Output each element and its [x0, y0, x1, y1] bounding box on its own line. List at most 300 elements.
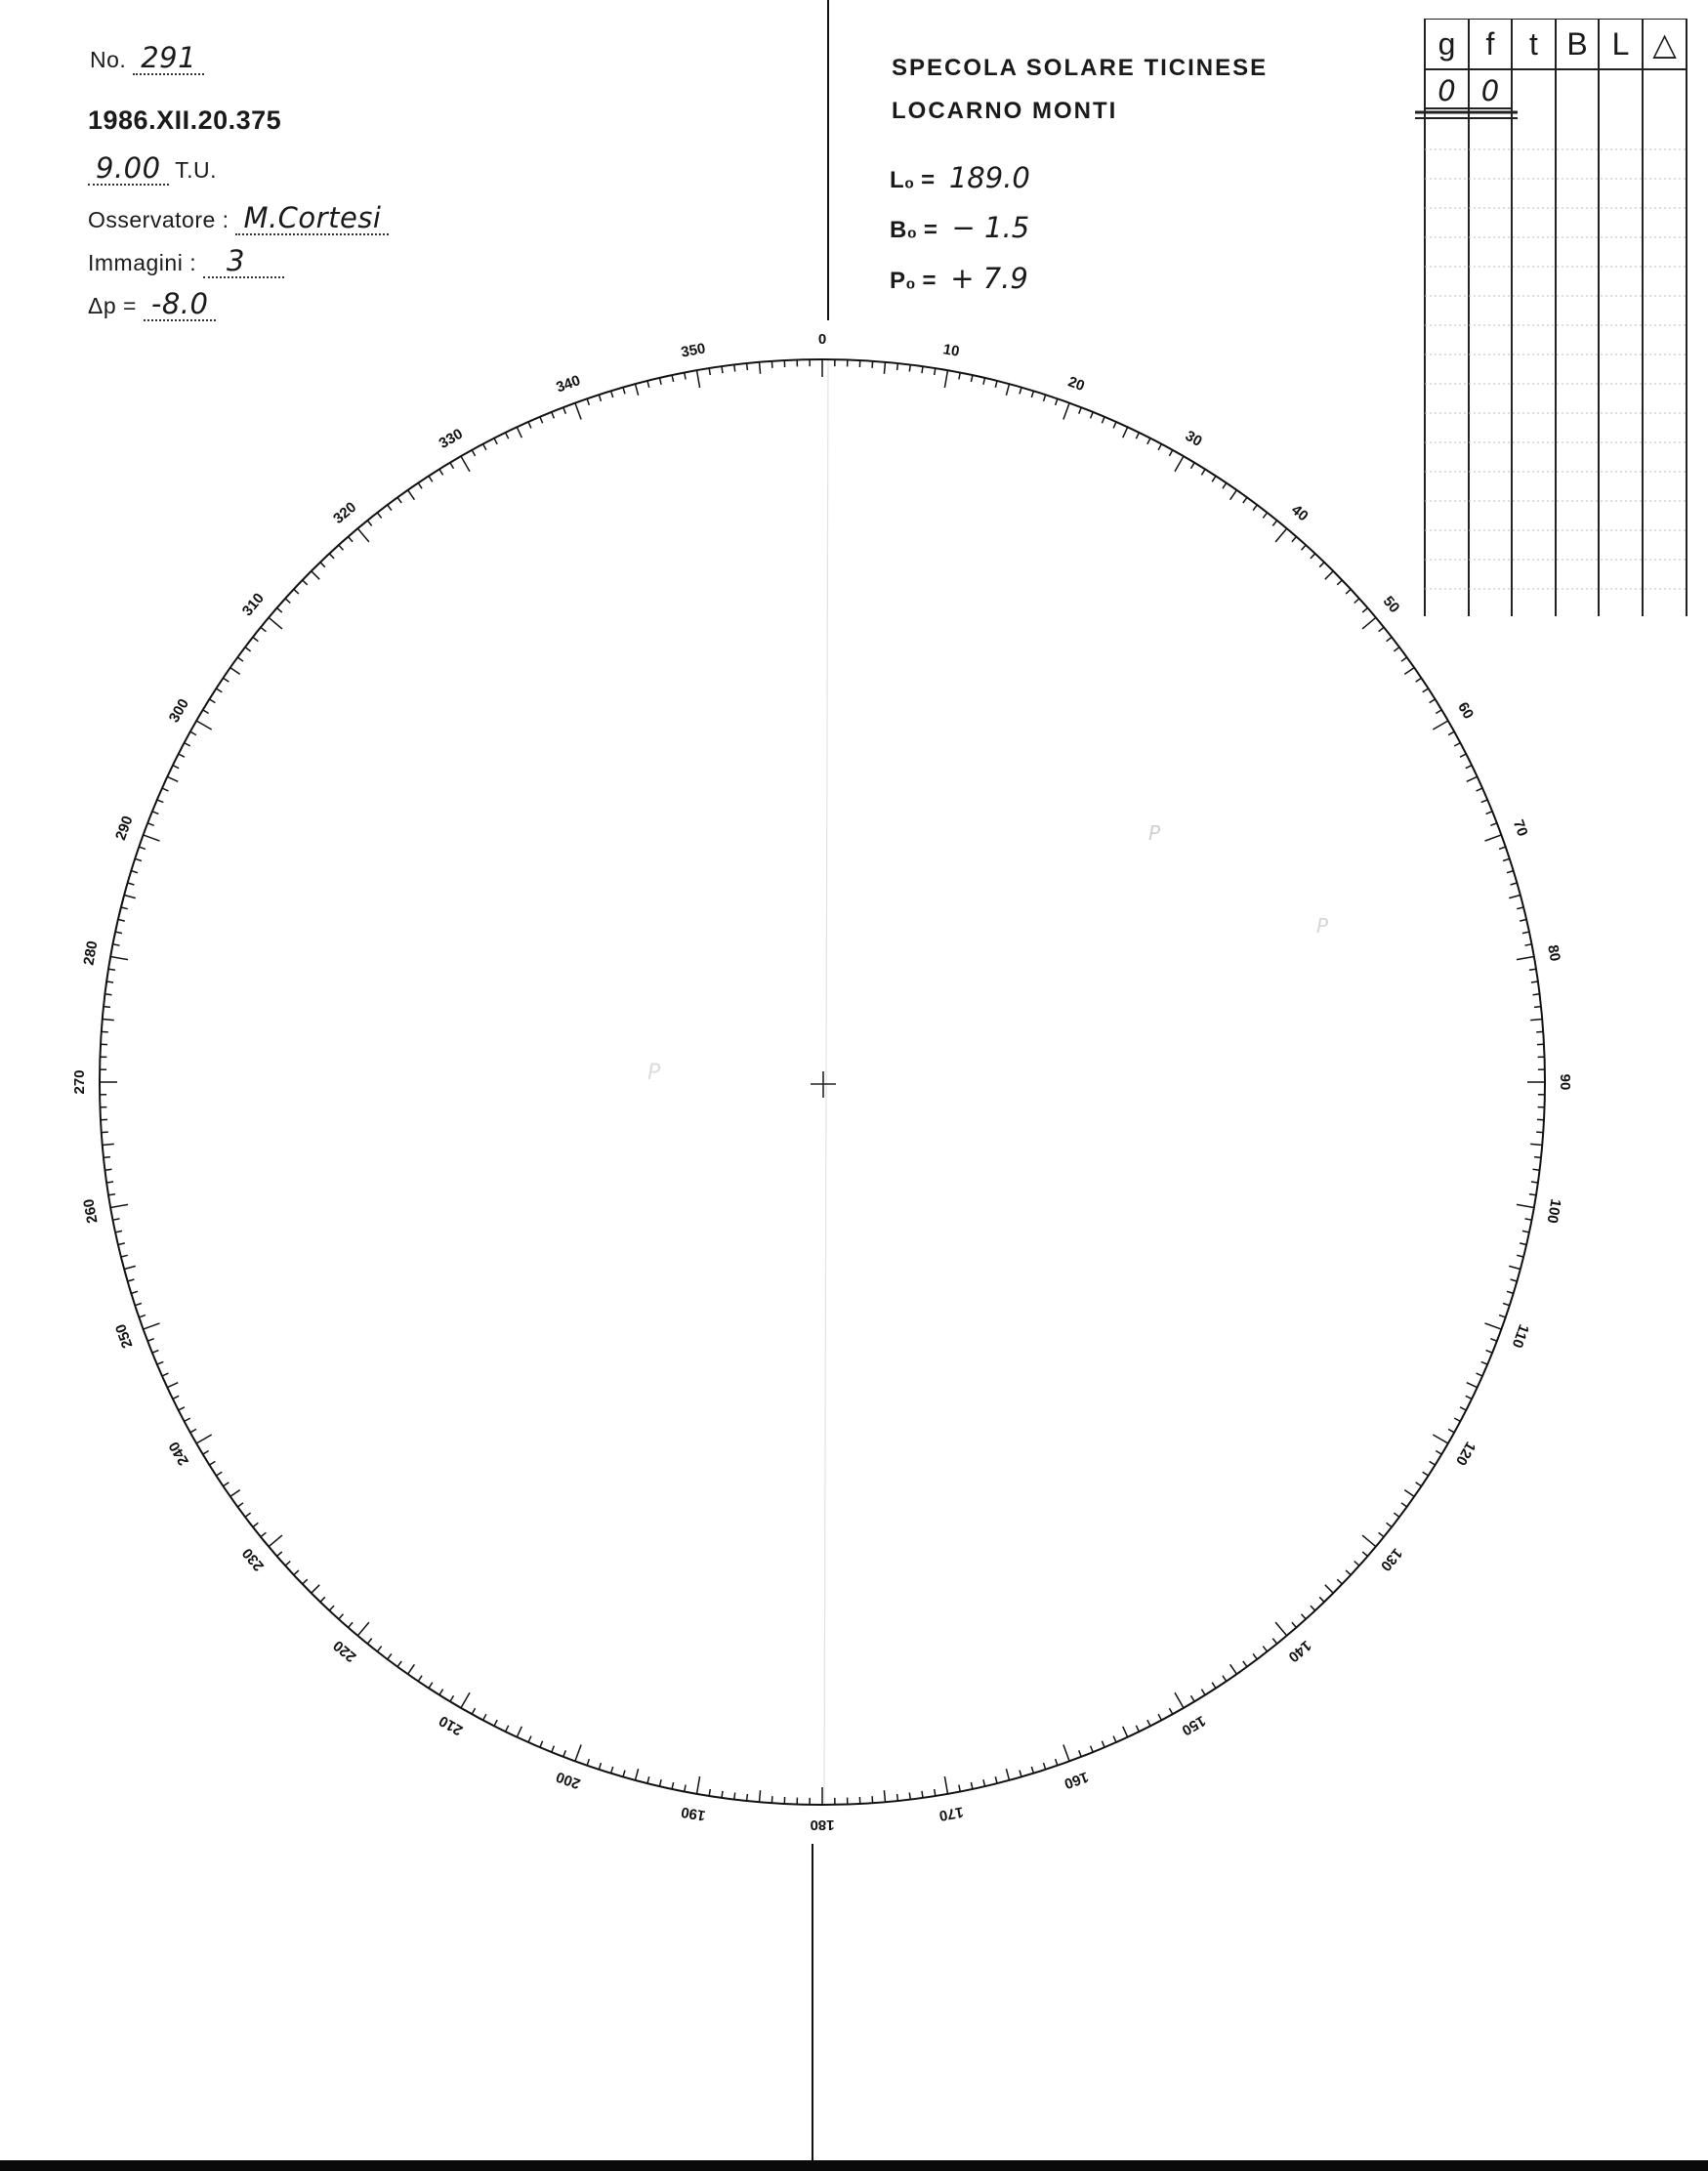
- observatory-location: LOCARNO MONTI: [892, 98, 1118, 124]
- dial-tick: [312, 1585, 320, 1594]
- dial-tick: [1533, 1169, 1540, 1170]
- dial-tick: [983, 378, 985, 385]
- dial-tick: [1401, 1503, 1407, 1507]
- dial-label-20: 20: [1065, 373, 1087, 396]
- dial-tick: [106, 1182, 113, 1183]
- dial-tick: [450, 463, 454, 469]
- dial-tick: [1292, 537, 1297, 542]
- dial-tick: [121, 907, 128, 909]
- dial-tick: [367, 1639, 371, 1645]
- dial-tick: [575, 403, 581, 420]
- dial-tick: [320, 563, 325, 567]
- dial-tick: [697, 370, 700, 388]
- dial-tick: [135, 1304, 142, 1306]
- dial-tick: [540, 417, 543, 424]
- dial-tick: [196, 1435, 212, 1443]
- dial-tick: [203, 1451, 209, 1455]
- dial-tick: [935, 1789, 936, 1796]
- dial-tick: [483, 1714, 486, 1720]
- faint-mark: P: [1148, 821, 1161, 845]
- dial-tick: [1436, 1451, 1441, 1455]
- dial-tick: [1136, 1726, 1139, 1732]
- dial-label-320: 320: [330, 498, 360, 527]
- dial-tick: [418, 1676, 422, 1682]
- dial-tick: [959, 373, 960, 380]
- dial-label-150: 150: [1179, 1712, 1209, 1739]
- dial-label-130: 130: [1377, 1544, 1406, 1574]
- dial-tick: [1319, 1597, 1324, 1602]
- dial-tick: [1509, 896, 1521, 898]
- dial-tick: [884, 1790, 885, 1802]
- dial-tick: [897, 1794, 898, 1801]
- dial-tick: [872, 361, 873, 368]
- dial-tick: [1534, 1007, 1541, 1008]
- count-header-t: t: [1529, 26, 1538, 62]
- dial-tick: [599, 395, 601, 401]
- dial-tick: [1499, 1315, 1506, 1317]
- dial-tick: [1507, 871, 1514, 873]
- dial-tick: [1325, 571, 1334, 580]
- dial-tick: [1123, 1727, 1128, 1737]
- dial-tick: [1430, 699, 1436, 703]
- dial-tick: [115, 932, 122, 934]
- dial-tick: [995, 381, 997, 388]
- dial-tick: [1175, 456, 1184, 472]
- dial-tick: [312, 571, 320, 580]
- dial-tick: [329, 1606, 334, 1610]
- dial-tick: [1416, 678, 1422, 682]
- dial-tick: [139, 847, 146, 849]
- dial-tick: [408, 1664, 415, 1674]
- dial-tick: [1253, 1653, 1257, 1659]
- dial-tick: [1531, 1182, 1538, 1183]
- dial-label-190: 190: [680, 1803, 707, 1824]
- dial-tick: [439, 1690, 443, 1695]
- dial-tick: [179, 754, 185, 757]
- dial-tick: [959, 1785, 960, 1792]
- record-date-value[interactable]: 1986.XII.20.375: [88, 105, 282, 135]
- dial-tick: [105, 994, 112, 995]
- dial-tick: [1448, 1429, 1454, 1432]
- dial-tick: [1337, 1579, 1342, 1584]
- dial-tick: [377, 513, 381, 519]
- dial-tick: [224, 678, 229, 682]
- dial-tick: [157, 800, 164, 803]
- count-value-f[interactable]: 0: [1480, 74, 1500, 107]
- dial-tick: [1454, 743, 1460, 746]
- dial-tick: [1460, 1407, 1466, 1410]
- count-header-L: L: [1611, 26, 1630, 62]
- dial-tick: [245, 647, 251, 651]
- dial-tick: [173, 766, 179, 769]
- dial-label-310: 310: [238, 590, 268, 620]
- dial-tick: [1201, 469, 1205, 475]
- dial-tick: [131, 871, 138, 873]
- dial-tick: [672, 1782, 674, 1789]
- dial-tick: [1020, 388, 1021, 395]
- dial-tick: [1534, 1157, 1541, 1158]
- dial-label-70: 70: [1509, 817, 1531, 839]
- dial-tick: [230, 1490, 240, 1497]
- record-delta-p-value[interactable]: -8.0: [144, 290, 217, 321]
- dial-tick: [102, 1031, 108, 1032]
- dial-tick: [472, 450, 475, 456]
- dial-tick: [1063, 403, 1069, 420]
- dial-tick: [418, 483, 422, 489]
- count-header-f: f: [1485, 26, 1495, 62]
- dial-label-90: 90: [1557, 1073, 1574, 1091]
- dial-tick: [1486, 1351, 1493, 1354]
- dial-tick: [269, 617, 282, 629]
- dial-tick: [277, 608, 282, 613]
- disk-center-cross: [811, 1071, 836, 1098]
- dial-tick: [367, 521, 371, 526]
- dial-tick: [1169, 450, 1172, 456]
- dial-tick: [1387, 637, 1393, 641]
- dial-tick: [1517, 1204, 1534, 1207]
- dial-tick: [349, 537, 354, 542]
- dial-tick: [1292, 1622, 1297, 1627]
- dial-tick: [1454, 1418, 1460, 1421]
- dial-tick: [397, 497, 401, 503]
- dial-tick: [1006, 384, 1009, 396]
- dial-tick: [1263, 513, 1267, 519]
- dial-tick: [1275, 528, 1287, 542]
- dial-tick: [909, 365, 910, 372]
- dial-tick: [1503, 1304, 1510, 1306]
- dial-label-180: 180: [810, 1816, 835, 1834]
- dial-tick: [563, 1750, 566, 1757]
- dial-tick: [118, 1243, 125, 1245]
- dial-tick: [1362, 1535, 1376, 1547]
- dial-tick: [1466, 766, 1472, 769]
- dial-tick: [734, 1793, 735, 1800]
- dial-tick: [1201, 1690, 1205, 1695]
- dial-tick: [128, 883, 135, 885]
- dial-tick: [118, 920, 125, 922]
- dial-tick: [506, 433, 509, 438]
- dial-tick: [1136, 433, 1139, 438]
- dial-tick: [110, 957, 128, 960]
- record-number-label: No.: [90, 47, 127, 72]
- dial-tick: [128, 1279, 135, 1281]
- dial-tick: [1530, 1144, 1542, 1145]
- dial-tick: [162, 788, 168, 791]
- dial-tick: [747, 1794, 748, 1801]
- ephemeris-B0-value[interactable]: − 1.5: [951, 211, 1030, 244]
- dial-tick: [147, 823, 154, 826]
- dial-tick: [1325, 1585, 1334, 1594]
- count-header-g: g: [1437, 26, 1456, 62]
- dial-tick: [472, 1708, 475, 1714]
- dial-tick: [1191, 1695, 1195, 1701]
- dial-tick: [209, 1461, 215, 1465]
- dial-tick: [660, 1779, 662, 1786]
- dial-tick: [1394, 647, 1399, 651]
- dial-tick: [1044, 395, 1046, 401]
- dial-tick: [1006, 1769, 1009, 1780]
- dial-tick: [167, 776, 178, 781]
- dial-tick: [1243, 497, 1247, 503]
- dial-tick: [103, 1020, 114, 1021]
- dial-tick: [1485, 1323, 1502, 1329]
- dial-tick: [1302, 545, 1307, 550]
- dial-tick: [1433, 721, 1448, 730]
- dial-tick: [185, 1418, 190, 1421]
- dial-tick: [1102, 417, 1104, 424]
- dial-tick: [1448, 731, 1454, 734]
- dial-tick: [157, 1361, 164, 1364]
- dial-tick: [277, 1552, 282, 1557]
- dial-tick: [450, 1695, 454, 1701]
- dial-tick: [1529, 1194, 1536, 1195]
- dial-tick: [429, 1683, 433, 1689]
- dial-label-170: 170: [937, 1803, 965, 1824]
- dial-tick: [303, 580, 308, 585]
- dial-tick: [1354, 599, 1359, 604]
- dial-tick: [1525, 944, 1532, 945]
- dial-tick: [173, 1396, 179, 1399]
- dial-tick: [1394, 1513, 1399, 1517]
- dial-tick: [237, 657, 243, 661]
- dial-tick: [253, 1523, 259, 1526]
- dial-tick: [623, 388, 625, 395]
- dial-tick: [1467, 776, 1478, 781]
- dial-tick: [685, 1785, 686, 1792]
- dial-tick: [709, 1789, 710, 1796]
- dial-tick: [1362, 1552, 1367, 1557]
- dial-tick: [253, 637, 259, 641]
- count-value-g[interactable]: 0: [1437, 74, 1456, 107]
- dial-tick: [124, 1266, 136, 1269]
- dial-tick: [1123, 427, 1128, 438]
- dial-label-50: 50: [1379, 593, 1403, 617]
- dial-tick: [672, 375, 674, 382]
- ephemeris-B0-label: B₀ =: [890, 217, 937, 243]
- dial-tick: [1020, 1771, 1021, 1777]
- dial-tick: [1362, 608, 1367, 613]
- dial-tick: [303, 1579, 308, 1584]
- dial-label-230: 230: [238, 1544, 268, 1574]
- dial-tick: [1379, 627, 1385, 631]
- dial-tick: [320, 1597, 325, 1602]
- dial-tick: [552, 412, 555, 419]
- dial-tick: [113, 944, 120, 945]
- dial-tick: [1517, 957, 1534, 960]
- dial-tick: [1522, 1231, 1529, 1232]
- dial-tick: [971, 1782, 973, 1789]
- dial-tick: [771, 1796, 772, 1803]
- dial-tick: [144, 835, 160, 841]
- dial-label-10: 10: [941, 341, 961, 360]
- dial-tick: [185, 743, 190, 746]
- dial-tick: [771, 361, 772, 368]
- dial-tick: [1517, 907, 1523, 909]
- dial-tick: [124, 896, 136, 898]
- dial-tick: [1436, 710, 1441, 714]
- record-number-value[interactable]: 291: [133, 44, 204, 75]
- dial-tick: [1311, 1606, 1315, 1610]
- dial-tick: [1423, 689, 1429, 692]
- dial-tick: [203, 710, 209, 714]
- dial-tick: [147, 1339, 154, 1342]
- dial-tick: [1302, 1614, 1307, 1619]
- dial-tick: [1230, 490, 1237, 500]
- dial-tick: [1091, 1746, 1094, 1753]
- dial-label-210: 210: [436, 1712, 466, 1739]
- record-images-value[interactable]: 3: [203, 247, 284, 278]
- dial-tick: [587, 1759, 589, 1766]
- dial-tick: [647, 381, 649, 388]
- dial-label-110: 110: [1508, 1321, 1532, 1351]
- dial-labels: [71, 331, 1573, 1833]
- dial-tick: [1404, 668, 1414, 675]
- dial-tick: [1520, 1243, 1526, 1245]
- dial-label-160: 160: [1062, 1768, 1091, 1792]
- dial-tick: [1147, 1720, 1150, 1726]
- dial-tick: [216, 1472, 222, 1476]
- dial-tick: [494, 1720, 497, 1726]
- dial-tick: [983, 1779, 985, 1786]
- dial-tick: [1533, 994, 1540, 995]
- dial-tick: [224, 1482, 229, 1486]
- dial-label-200: 200: [554, 1768, 583, 1792]
- dial-tick: [747, 363, 748, 370]
- dial-tick: [104, 1007, 110, 1008]
- dial-tick: [872, 1796, 873, 1803]
- dial-tick: [1503, 858, 1510, 860]
- dial-tick: [1511, 883, 1518, 885]
- dial-tick: [1272, 521, 1276, 526]
- dial-tick: [1212, 1683, 1216, 1689]
- dial-tick: [1346, 589, 1351, 594]
- dial-tick: [339, 1614, 344, 1619]
- dial-tick: [388, 1653, 392, 1659]
- dial-tick: [1079, 1750, 1082, 1757]
- dial-tick: [1319, 563, 1324, 567]
- dial-tick: [339, 545, 344, 550]
- dial-tick: [397, 1661, 401, 1667]
- dial-tick: [528, 1736, 531, 1742]
- ephemeris-L0-value[interactable]: 189.0: [948, 161, 1030, 194]
- dial-tick: [1481, 800, 1488, 803]
- dial-tick: [179, 1407, 185, 1410]
- record-observer-value[interactable]: M.Cortesi: [235, 204, 389, 235]
- dial-tick: [108, 1194, 115, 1195]
- dial-tick: [261, 1532, 267, 1536]
- dial-tick: [1337, 580, 1342, 585]
- dial-tick: [1223, 1676, 1227, 1682]
- dial-tick: [429, 476, 433, 481]
- dial-tick: [1031, 1767, 1033, 1774]
- dial-label-120: 120: [1452, 1439, 1479, 1469]
- dial-tick: [1223, 483, 1227, 489]
- dial-label-250: 250: [112, 1321, 137, 1351]
- dial-tick: [611, 391, 613, 397]
- dial-tick: [1530, 1020, 1542, 1021]
- dial-label-270: 270: [70, 1069, 88, 1095]
- dial-tick: [897, 363, 898, 370]
- dial-tick: [131, 1291, 138, 1293]
- dial-tick: [1466, 1396, 1472, 1399]
- dial-tick: [1517, 1255, 1523, 1257]
- dial-tick: [995, 1776, 997, 1783]
- dial-label-290: 290: [112, 814, 137, 843]
- dial-tick: [115, 1231, 122, 1232]
- dial-tick: [1169, 1708, 1172, 1714]
- ephemeris-P0-value[interactable]: + 7.9: [950, 262, 1028, 295]
- dial-label-100: 100: [1543, 1197, 1564, 1225]
- dial-tick: [1522, 932, 1529, 934]
- scan-edge-bar: [0, 2160, 1708, 2171]
- dial-tick: [1433, 1435, 1448, 1443]
- dial-tick: [1485, 835, 1502, 841]
- dial-tick: [1158, 1714, 1161, 1720]
- dial-tick: [971, 375, 973, 382]
- ephemeris-P0-label: P₀ =: [890, 268, 937, 294]
- dial-tick: [734, 365, 735, 372]
- dial-ticks: [100, 359, 1545, 1805]
- dial-tick: [105, 1169, 112, 1170]
- dial-tick: [1507, 1291, 1514, 1293]
- dial-tick: [1404, 1490, 1414, 1497]
- dial-tick: [506, 1726, 509, 1732]
- count-header-delta: △: [1652, 26, 1677, 62]
- dial-tick: [108, 969, 115, 970]
- dial-tick: [103, 1144, 114, 1145]
- dial-tick: [135, 858, 142, 860]
- dial-tick: [106, 981, 113, 982]
- dial-label-40: 40: [1287, 501, 1312, 525]
- dial-label-240: 240: [165, 1439, 192, 1469]
- dial-tick: [162, 1373, 168, 1376]
- dial-tick: [139, 1315, 146, 1317]
- dial-tick: [517, 427, 521, 438]
- dial-tick: [1056, 398, 1058, 405]
- dial-label-260: 260: [80, 1197, 102, 1225]
- dial-tick: [102, 1132, 108, 1133]
- dial-tick: [922, 366, 923, 373]
- dial-tick: [1529, 969, 1536, 970]
- dial-tick: [722, 1791, 723, 1798]
- dial-tick: [884, 362, 885, 374]
- dial-tick: [909, 1793, 910, 1800]
- dial-tick: [1536, 1031, 1543, 1032]
- dial-tick: [1460, 754, 1466, 757]
- dial-tick: [1467, 1383, 1478, 1388]
- dial-tick: [357, 1622, 369, 1636]
- dial-tick: [1401, 657, 1407, 661]
- record-time-value[interactable]: 9.00: [88, 154, 169, 186]
- central-meridian-line: [824, 359, 828, 1805]
- dial-tick: [636, 1769, 639, 1780]
- dial-tick: [408, 490, 415, 500]
- dial-tick: [285, 599, 290, 604]
- dial-tick: [1346, 1570, 1351, 1575]
- record-observer-label: Osservatore :: [88, 207, 229, 232]
- dial-tick: [660, 378, 662, 385]
- dial-tick: [760, 1790, 761, 1802]
- dial-tick: [1311, 554, 1315, 559]
- dial-tick: [261, 627, 267, 631]
- dial-label-220: 220: [330, 1637, 360, 1666]
- faint-mark: P: [1316, 914, 1329, 938]
- dial-tick: [1147, 438, 1150, 444]
- dial-tick: [1275, 1622, 1287, 1636]
- dial-label-140: 140: [1284, 1637, 1314, 1666]
- dial-label-30: 30: [1182, 427, 1205, 450]
- dial-tick: [104, 1157, 110, 1158]
